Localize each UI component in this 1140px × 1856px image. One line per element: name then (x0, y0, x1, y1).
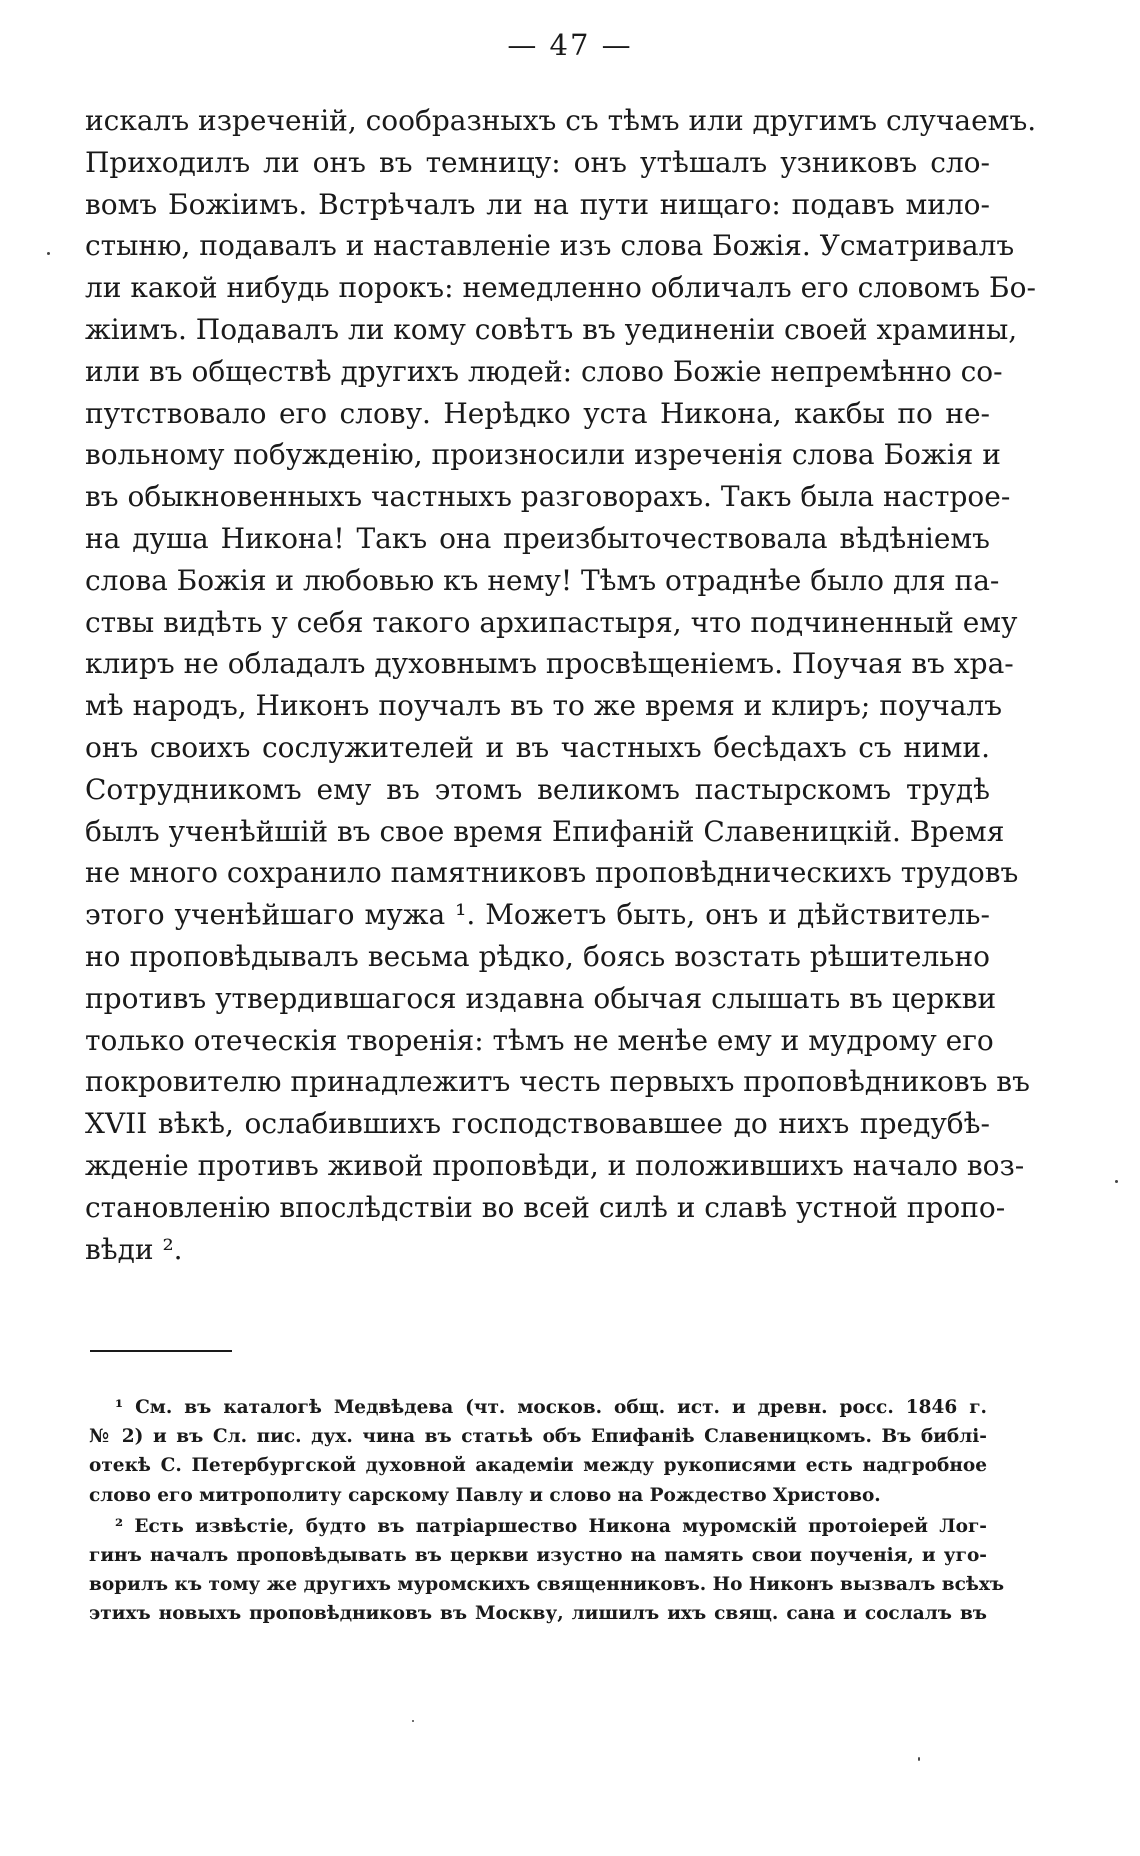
scan-speck (47, 252, 50, 255)
text-line: становленію впослѣдствіи во всей силѣ и славѣ устной пропо- (85, 1190, 1006, 1224)
text-line: ствы видѣть у себя такого архипастыря, что подчиненный ему (85, 605, 1018, 639)
text-line: только отеческія творенія: тѣмъ не менѣе ему и мудрому его (85, 1023, 994, 1057)
footnote-line: ² Есть извѣстіе, будто въ патріаршество Никона муромскій протоіерей Лог- (115, 1515, 987, 1537)
footnote-line: отекѣ С. Петербургской духовной академіи между рукописями есть надгробное (89, 1455, 987, 1477)
text-line: этого ученѣйшаго мужа ¹. Можетъ быть, онъ и дѣйствитель- (85, 898, 990, 932)
footnote-1 (89, 1393, 987, 1510)
footnote-line: этихъ новыхъ проповѣдниковъ въ Москву, лишилъ ихъ свящ. сана и сослалъ въ (89, 1603, 987, 1625)
main-text-block (85, 100, 1037, 1270)
text-line: Сотрудникомъ ему въ этомъ великомъ пастырскомъ трудѣ (85, 772, 990, 806)
text-line: покровителю принадлежитъ честь первыхъ проповѣдниковъ въ (85, 1065, 1030, 1099)
text-line: не много сохранило памятниковъ проповѣдническихъ трудовъ (85, 856, 1019, 890)
text-line: вомъ Божіимъ. Встрѣчалъ ли на пути нищаго: подавъ мило- (85, 187, 990, 221)
footnote-line: ¹ См. въ каталогѣ Медвѣдева (чт. москов. общ. ист. и древн. росс. 1846 г. (115, 1397, 987, 1418)
footnote-line: гинъ началъ проповѣдывать въ церкви изустно на память свои поученія, и уго- (89, 1544, 987, 1566)
text-line: былъ ученѣйшій въ свое время Епифаній Славеницкій. Время (85, 814, 1005, 848)
text-line: слова Божія и любовью къ нему! Тѣмъ отраднѣе было для па- (85, 563, 1000, 597)
text-line: противъ утвердившагося издавна обычая слышать въ церкви (85, 981, 997, 1015)
text-line: мѣ народъ, Никонъ поучалъ въ то же время и клиръ; поучалъ (85, 689, 1003, 723)
text-line: XVII вѣкѣ, ослабившихъ господствовавшее до нихъ предубѣ- (85, 1107, 990, 1141)
text-line: жденіе противъ живой проповѣди, и положившихъ начало воз- (85, 1148, 1025, 1182)
text-line: въ обыкновенныхъ частныхъ разговорахъ. Такъ была настрое- (85, 480, 1011, 514)
text-line: онъ своихъ сослужителей и въ частныхъ бесѣдахъ съ ними. (85, 730, 990, 764)
footnotes (89, 1393, 1005, 1631)
footnote-line: слово его митрополиту сарскому Павлу и слово на Рождество Христово. (89, 1484, 881, 1506)
text-line: вѣди ². (85, 1232, 183, 1266)
text-line: на душа Никона! Такъ она преизбыточествовала вѣдѣніемъ (85, 521, 990, 555)
footnote-line: ворилъ къ тому же другихъ муромскихъ священниковъ. Но Никонъ вызвалъ всѣхъ (89, 1574, 1005, 1596)
scan-speck (1115, 1180, 1118, 1183)
scan-speck (412, 1720, 414, 1722)
text-line: но проповѣдывалъ весьма рѣдко, боясь возстать рѣшительно (85, 939, 990, 973)
page-number: — 47 — (507, 28, 633, 62)
scan-speck (918, 1757, 920, 1761)
footnote-divider (90, 1350, 232, 1352)
text-line: искалъ изреченій, сообразныхъ съ тѣмъ или другимъ случаемъ. (85, 104, 1037, 137)
text-line: стыню, подавалъ и наставленіе изъ слова Божія. Усматривалъ (85, 229, 1015, 263)
footnote-line: № 2) и въ Сл. пис. дух. чина въ статьѣ объ Епифаніѣ Славеницкомъ. Въ библі- (89, 1426, 987, 1448)
text-line: клиръ не обладалъ духовнымъ просвѣщеніемъ. Поучая въ хра- (85, 647, 1014, 681)
text-line: или въ обществѣ другихъ людей: слово Божіе непремѣнно со- (85, 354, 1003, 388)
text-line: жіимъ. Подавалъ ли кому совѣтъ въ уединеніи своей храмины, (85, 312, 1018, 346)
text-line: ли какой нибудь порокъ: немедленно обличалъ его словомъ Бо- (85, 271, 1036, 305)
text-line: вольному побужденію, произносили изреченія слова Божія и (85, 438, 1001, 472)
footnote-2 (89, 1512, 1005, 1629)
text-line: путствовало его слову. Нерѣдко уста Никона, какбы по не- (85, 396, 990, 430)
text-line: Приходилъ ли онъ въ темницу: онъ утѣшалъ узниковъ сло- (85, 145, 990, 179)
